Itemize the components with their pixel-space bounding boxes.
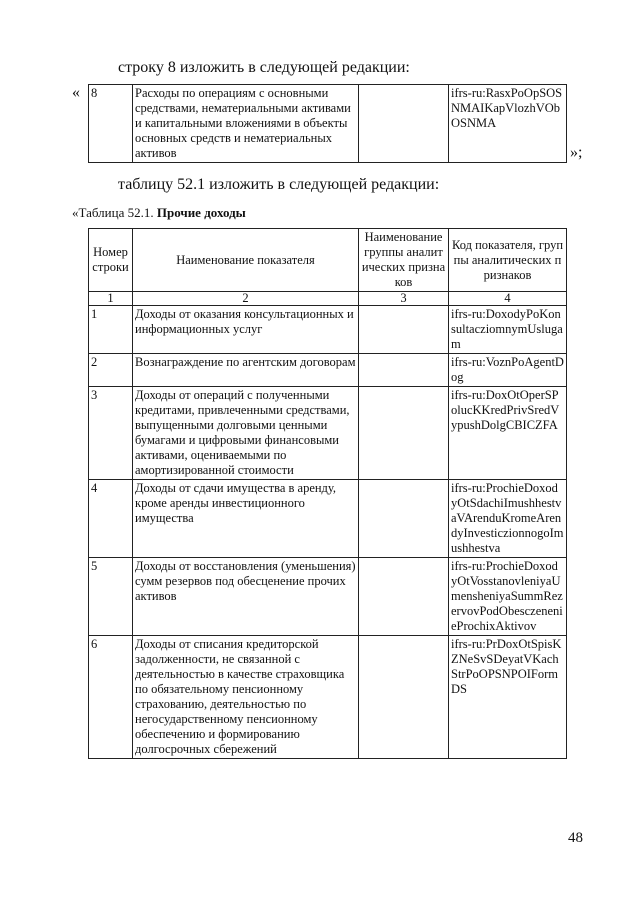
indicator-code: ifrs-ru:ProchieDoxodyOtSdachiImushhestvaVArenduKromeArendyInvesticzionnogoImushhestva	[449, 480, 567, 558]
row8-table	[88, 84, 567, 163]
indicator-code: ifrs-ru:RasxPoOpSOSNMAIKapVlozhVObOSNMA	[449, 85, 567, 163]
indicator-name: Вознаграждение по агентским договорам	[133, 354, 359, 387]
group-name	[359, 558, 449, 636]
column-number: 2	[133, 292, 359, 306]
table-row	[89, 636, 567, 759]
indicator-code: ifrs-ru:ProchieDoxodyOtVosstanovleniyaUmensheniyaSummRezervovPodObesczenenieProchixAktivov	[449, 558, 567, 636]
page-number: 48	[568, 830, 583, 846]
column-number: 3	[359, 292, 449, 306]
row-number: 4	[89, 480, 133, 558]
table-row	[89, 85, 567, 163]
opening-quote: «	[72, 84, 80, 101]
table-row	[89, 354, 567, 387]
instruction-row8: строку 8 изложить в следующей редакции:	[118, 59, 410, 76]
group-name	[359, 85, 449, 163]
group-name	[359, 354, 449, 387]
table-row	[89, 387, 567, 480]
row-number: 3	[89, 387, 133, 480]
indicator-code: ifrs-ru:DoxOtOperSPolucKKredPrivSredVypushDolgCBICZFA	[449, 387, 567, 480]
table-caption	[72, 205, 246, 221]
indicator-code: ifrs-ru:PrDoxOtSpisKZNeSvSDeyatVKachStrPoOPSNPOIFormDS	[449, 636, 567, 759]
header-row	[89, 229, 567, 292]
header-row-number: Номер строки	[89, 229, 133, 292]
indicator-code: ifrs-ru:VoznPoAgentDog	[449, 354, 567, 387]
indicator-name: Доходы от операций с полученными кредитами, привлеченными средствами, выпущенными долговыми ценными бумагами и цифровыми финансовыми активами, оцениваемыми по амортизированной стоимости	[133, 387, 359, 480]
group-name	[359, 480, 449, 558]
column-number-row	[89, 292, 567, 306]
indicator-name: Доходы от списания кредиторской задолженности, не связанной с деятельностью в качестве страховщика по обязательному пенсионному страхованию, деятельностью по негосударственному пенсионному обеспечению и формированию долгосрочных сбережений	[133, 636, 359, 759]
table-row	[89, 558, 567, 636]
row-number: 1	[89, 306, 133, 354]
indicator-name: Доходы от сдачи имущества в аренду, кроме аренды инвестиционного имущества	[133, 480, 359, 558]
row-number: 5	[89, 558, 133, 636]
row-number: 6	[89, 636, 133, 759]
indicator-name: Доходы от восстановления (уменьшения) сумм резервов под обесценение прочих активов	[133, 558, 359, 636]
row-number: 2	[89, 354, 133, 387]
caption-title: Прочие доходы	[156, 205, 246, 220]
closing-quote: »;	[570, 144, 583, 161]
table-row	[89, 306, 567, 354]
indicator-code: ifrs-ru:DoxodyPoKonsultacziomnymUslugam	[449, 306, 567, 354]
table-row	[89, 480, 567, 558]
group-name	[359, 306, 449, 354]
column-number: 4	[449, 292, 567, 306]
indicator-name: Расходы по операциям с основными средствами, нематериальными активами и капитальными вложениями в объекты основных средств и нематериальных активов	[133, 85, 359, 163]
caption-prefix: «Таблица 52.1.	[72, 205, 154, 220]
header-indicator-code: Код показателя, группы аналитических признаков	[449, 229, 567, 292]
other-income-table	[88, 228, 567, 759]
instruction-table: таблицу 52.1 изложить в следующей редакции:	[118, 176, 440, 193]
group-name	[359, 387, 449, 480]
row-number: 8	[89, 85, 133, 163]
header-indicator-name: Наименование показателя	[133, 229, 359, 292]
column-number: 1	[89, 292, 133, 306]
indicator-name: Доходы от оказания консультационных и информационных услуг	[133, 306, 359, 354]
group-name	[359, 636, 449, 759]
header-group-name: Наименование группы аналитических признаков	[359, 229, 449, 292]
